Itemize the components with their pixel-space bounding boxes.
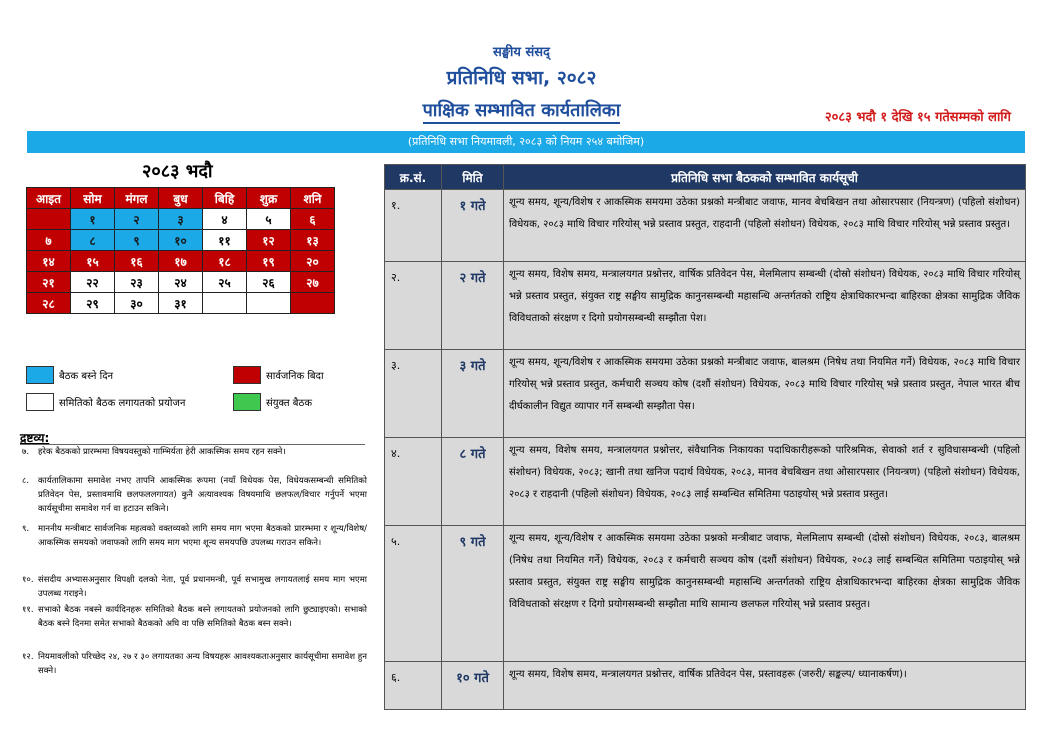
calendar-day-cell: ९ bbox=[115, 230, 159, 251]
calendar-week-row bbox=[27, 230, 335, 251]
serial-cell: १. bbox=[385, 190, 442, 262]
calendar-day-cell: २२ bbox=[71, 272, 115, 293]
note-text: कार्यतालिकामा समावेश नभए तापनि आकस्मिक रूपमा (नयाँ विधेयक पेस, विधेयकसम्बन्धी समितिको प्रतिवेदन पेस, प्रस्तावमाथि छलफललगायत) कुनै अत्यावश्यक विषयमाथि छलफल/विचार गर्नुपर्ने भएमा कार्यसूचीमा समावेश गर्न वा हटाउन सकिने। bbox=[38, 476, 367, 514]
date-cell: १ गते bbox=[442, 190, 504, 262]
calendar-day-cell bbox=[27, 209, 71, 230]
note-number: ९. bbox=[22, 524, 30, 534]
calendar-day-cell: १४ bbox=[27, 251, 71, 272]
month-calendar bbox=[26, 187, 335, 314]
legend-swatch-meeting bbox=[26, 366, 54, 384]
schedule-row bbox=[385, 262, 1026, 350]
calendar-day-cell: १६ bbox=[115, 251, 159, 272]
date-cell: २ गते bbox=[442, 262, 504, 350]
schedule-row bbox=[385, 526, 1026, 662]
agenda-cell: शून्य समय, विशेष समय, मन्त्रालयगत प्रश्नोत्तर, वार्षिक प्रतिवेदन पेस, प्रस्तावहरू (जरुरी/ सङ्कल्प/ ध्यानाकर्षण)। bbox=[504, 662, 1026, 710]
calendar-day-cell: ३० bbox=[115, 293, 159, 314]
note-item bbox=[22, 603, 367, 631]
agenda-cell: शून्य समय, शून्य/विशेष र आकस्मिक समयमा उठेका प्रश्नको मन्त्रीबाट जवाफ, मानव बेचबिखन तथा ओसारपसार (नियन्त्रण) (पहिलो संशोधन) विधेयक, २०८३ माथि विचार गरियोस् भन्ने प्रस्ताव प्रस्तुत, राहदानी (पहिलो संशोधन) विधेयक, २०८३ माथि विचार गरियोस् भन्ने प्रस्ताव प्रस्तुत। bbox=[504, 190, 1026, 262]
calendar-day-cell: ८ bbox=[71, 230, 115, 251]
legend-swatch-joint bbox=[233, 393, 261, 411]
schedule-table bbox=[384, 164, 1026, 710]
serial-cell: ३. bbox=[385, 350, 442, 438]
legend-swatch-committee bbox=[26, 393, 54, 411]
calendar-day-cell: २५ bbox=[203, 272, 247, 293]
note-text: सभाको बैठक नबस्ने कार्यदिनहरू समितिको बैठक बस्ने लगायतको प्रयोजनको लागि छुट्याइएको। सभाको बैठक बस्ने दिनमा समेत सभाको बैठकको अघि वा पछि समितिको बैठक बस्न सक्ने। bbox=[38, 605, 367, 629]
legend-holiday bbox=[233, 366, 324, 384]
calendar-day-cell: १७ bbox=[159, 251, 203, 272]
notes-title: द्रष्टव्य: bbox=[20, 431, 50, 445]
weekday-header: बिहि bbox=[203, 188, 247, 209]
calendar-title: २०८३ भदौ bbox=[142, 161, 213, 182]
calendar-day-cell: २४ bbox=[159, 272, 203, 293]
note-number: ११. bbox=[22, 605, 34, 615]
schedule-row bbox=[385, 190, 1026, 262]
serial-cell: ६. bbox=[385, 662, 442, 710]
agenda-cell: शून्य समय, विशेष समय, मन्त्रालयगत प्रश्नोत्तर, संवैधानिक निकायका पदाधिकारीहरूको पारिश्रमिक, सेवाको शर्त र सुविधासम्बन्धी (पहिलो संशोधन) विधेयक, २०८३; खानी तथा खनिज पदार्थ विधेयक, २०८३, मानव बेचबिखन तथा ओसारपसार (नियन्त्रण) (पहिलो संशोधन) विधेयक, २०८३ र राहदानी (पहिलो संशोधन) विधेयक, २०८३ लाई सम्बन्धित समितिमा पठाइयोस् भन्ने प्रस्ताव प्रस्तुत। bbox=[504, 438, 1026, 526]
parliament-name: सङ्घीय संसद् bbox=[493, 45, 550, 60]
note-text: माननीय मन्त्रीबाट सार्वजनिक महत्वको वक्तव्यको लागि समय माग भएमा बैठकको प्रारम्भमा र शून्य/विशेष/आकस्मिक समयको जवाफको लागि समय माग भएमा शून्य समयपछि उपलब्ध गराउन सकिने। bbox=[38, 524, 367, 548]
legend-meeting bbox=[26, 366, 113, 384]
note-number: ८. bbox=[22, 476, 30, 486]
calendar-day-cell: १० bbox=[159, 230, 203, 251]
serial-cell: ४. bbox=[385, 438, 442, 526]
weekday-header: शनि bbox=[291, 188, 335, 209]
calendar-day-cell: २१ bbox=[27, 272, 71, 293]
note-text: संसदीय अभ्यासअनुसार विपक्षी दलको नेता, पूर्व प्रधानमन्त्री, पूर्व सभामुख लगायतलाई समय माग भएमा उपलब्ध गराइने। bbox=[38, 575, 367, 599]
document-title-text: पाक्षिक सम्भावित कार्यतालिका bbox=[423, 100, 621, 124]
header-serial: क्र.सं. bbox=[385, 165, 442, 190]
note-number: १०. bbox=[22, 575, 34, 585]
calendar-week-row bbox=[27, 209, 335, 230]
weekday-header: सोम bbox=[71, 188, 115, 209]
calendar-day-cell: ११ bbox=[203, 230, 247, 251]
note-item bbox=[22, 445, 367, 459]
calendar-day-cell bbox=[203, 293, 247, 314]
weekday-header: बुध bbox=[159, 188, 203, 209]
calendar-week-row bbox=[27, 272, 335, 293]
note-text: नियमावलीको परिच्छेद २४, २७ र ३० लगायतका अन्य विषयहरू आवश्यकताअनुसार कार्यसूचीमा समावेश हुन सक्ने। bbox=[38, 652, 367, 676]
calendar-day-cell: १ bbox=[71, 209, 115, 230]
date-cell: १० गते bbox=[442, 662, 504, 710]
schedule-row bbox=[385, 662, 1026, 710]
serial-cell: ५. bbox=[385, 526, 442, 662]
calendar-day-cell: ३१ bbox=[159, 293, 203, 314]
calendar-day-cell: १९ bbox=[247, 251, 291, 272]
legend-joint bbox=[233, 393, 312, 411]
legend-label-committee: समितिको बैठक लगायतको प्रयोजन bbox=[59, 398, 186, 409]
calendar-day-cell: १८ bbox=[203, 251, 247, 272]
weekday-header: शुक्र bbox=[247, 188, 291, 209]
calendar-day-cell: २९ bbox=[71, 293, 115, 314]
agenda-cell: शून्य समय, विशेष समय, मन्त्रालयगत प्रश्नोत्तर, वार्षिक प्रतिवेदन पेस, मेलमिलाप सम्बन्धी (दोस्रो संशोधन) विधेयक, २०८३ माथि विचार गरियोस् भन्ने प्रस्ताव प्रस्तुत, संयुक्त राष्ट्र सङ्घीय सामुद्रिक कानुनसम्बन्धी महासन्धि अन्तर्गतको राष्ट्रिय क्षेत्राधिकारभन्दा बाहिरका क्षेत्रका सामुद्रिक जैविक विविधताको संरक्षण र दिगो प्रयोगसम्बन्धी सम्झौता पेश। bbox=[504, 262, 1026, 350]
note-item bbox=[22, 650, 367, 678]
legend-committee bbox=[26, 393, 185, 411]
calendar-day-cell: २० bbox=[291, 251, 335, 272]
schedule-row bbox=[385, 350, 1026, 438]
note-number: ७. bbox=[22, 447, 30, 457]
weekday-header: आइत bbox=[27, 188, 71, 209]
header-date: मिति bbox=[442, 165, 504, 190]
calendar-day-cell: १५ bbox=[71, 251, 115, 272]
agenda-cell: शून्य समय, शून्य/विशेष र आकस्मिक समयमा उठेका प्रश्नको मन्त्रीबाट जवाफ, बालश्रम (निषेध तथा नियमित गर्ने) विधेयक, २०८३ माथि विचार गरियोस् भन्ने प्रस्ताव प्रस्तुत, कर्मचारी सञ्चय कोष (दशौं संशोधन) विधेयक, २०८३ माथि विचार गरियोस् भन्ने प्रस्ताव प्रस्तुत, नेपाल भारत बीच दीर्घकालीन विद्युत व्यापार गर्ने सम्बन्धी सम्झौता पेस। bbox=[504, 350, 1026, 438]
header-agenda: प्रतिनिधि सभा बैठकको सम्भावित कार्यसूची bbox=[504, 165, 1026, 190]
calendar-day-cell: ६ bbox=[291, 209, 335, 230]
date-cell: ३ गते bbox=[442, 350, 504, 438]
calendar-week-row bbox=[27, 251, 335, 272]
calendar-day-cell: १२ bbox=[247, 230, 291, 251]
schedule-row bbox=[385, 438, 1026, 526]
rule-reference-band: (प्रतिनिधि सभा नियमावली, २०८३ को नियम २५४ बमोजिम) bbox=[27, 131, 1025, 153]
note-item bbox=[22, 573, 367, 601]
date-cell: ८ गते bbox=[442, 438, 504, 526]
schedule-header-row bbox=[385, 165, 1026, 190]
calendar-day-cell: ४ bbox=[203, 209, 247, 230]
calendar-day-cell: २ bbox=[115, 209, 159, 230]
note-text: हरेक बैठकको प्रारम्भमा विषयवस्तुको गाम्भिर्यता हेरी आकस्मिक समय रहन सक्ने। bbox=[38, 447, 286, 457]
calendar-weekday-row bbox=[27, 188, 335, 209]
house-title: प्रतिनिधि सभा, २०८२ bbox=[446, 67, 597, 89]
calendar-day-cell: ७ bbox=[27, 230, 71, 251]
calendar-day-cell: २८ bbox=[27, 293, 71, 314]
calendar-day-cell: २३ bbox=[115, 272, 159, 293]
legend-label-joint: संयुक्त बैठक bbox=[266, 398, 312, 409]
calendar-day-cell: २६ bbox=[247, 272, 291, 293]
note-item bbox=[22, 522, 367, 550]
calendar-day-cell bbox=[291, 293, 335, 314]
calendar-day-cell: १३ bbox=[291, 230, 335, 251]
date-cell: ९ गते bbox=[442, 526, 504, 662]
serial-cell: २. bbox=[385, 262, 442, 350]
calendar-week-row bbox=[27, 293, 335, 314]
agenda-cell: शून्य समय, शून्य/विशेष र आकस्मिक समयमा उठेका प्रश्नको मन्त्रीबाट जवाफ, मेलमिलाप सम्बन्धी (दोस्रो संशोधन) विधेयक, २०८३, बालश्रम (निषेध तथा नियमित गर्ने) विधेयक, २०८३ र कर्मचारी सञ्चय कोष (दशौं संशोधन) विधेयक, २०८३ लाई सम्बन्धित समितिमा पठाइयोस् भन्ने प्रस्ताव प्रस्तुत, संयुक्त राष्ट्र सङ्घीय सामुद्रिक कानुनसम्बन्धी महासन्धि अन्तर्गतको राष्ट्रिय क्षेत्राधिकारभन्दा बाहिरका क्षेत्रका सामुद्रिक जैविक विविधताको संरक्षण र दिगो प्रयोगसम्बन्धी सम्झौता माथि सामान्य छलफल गरियोस् भन्ने प्रस्ताव प्रस्तुत। bbox=[504, 526, 1026, 662]
period-label: २०८३ भदौ १ देखि १५ गतेसम्मको लागि bbox=[824, 110, 1011, 125]
weekday-header: मंगल bbox=[115, 188, 159, 209]
note-item bbox=[22, 474, 367, 516]
calendar-day-cell bbox=[247, 293, 291, 314]
calendar-day-cell: २७ bbox=[291, 272, 335, 293]
note-number: १२. bbox=[22, 652, 34, 662]
calendar-day-cell: ५ bbox=[247, 209, 291, 230]
calendar-day-cell: ३ bbox=[159, 209, 203, 230]
legend-label-meeting: बैठक बस्ने दिन bbox=[59, 371, 114, 382]
legend-swatch-holiday bbox=[233, 366, 261, 384]
legend-label-holiday: सार्वजनिक बिदा bbox=[266, 371, 324, 382]
